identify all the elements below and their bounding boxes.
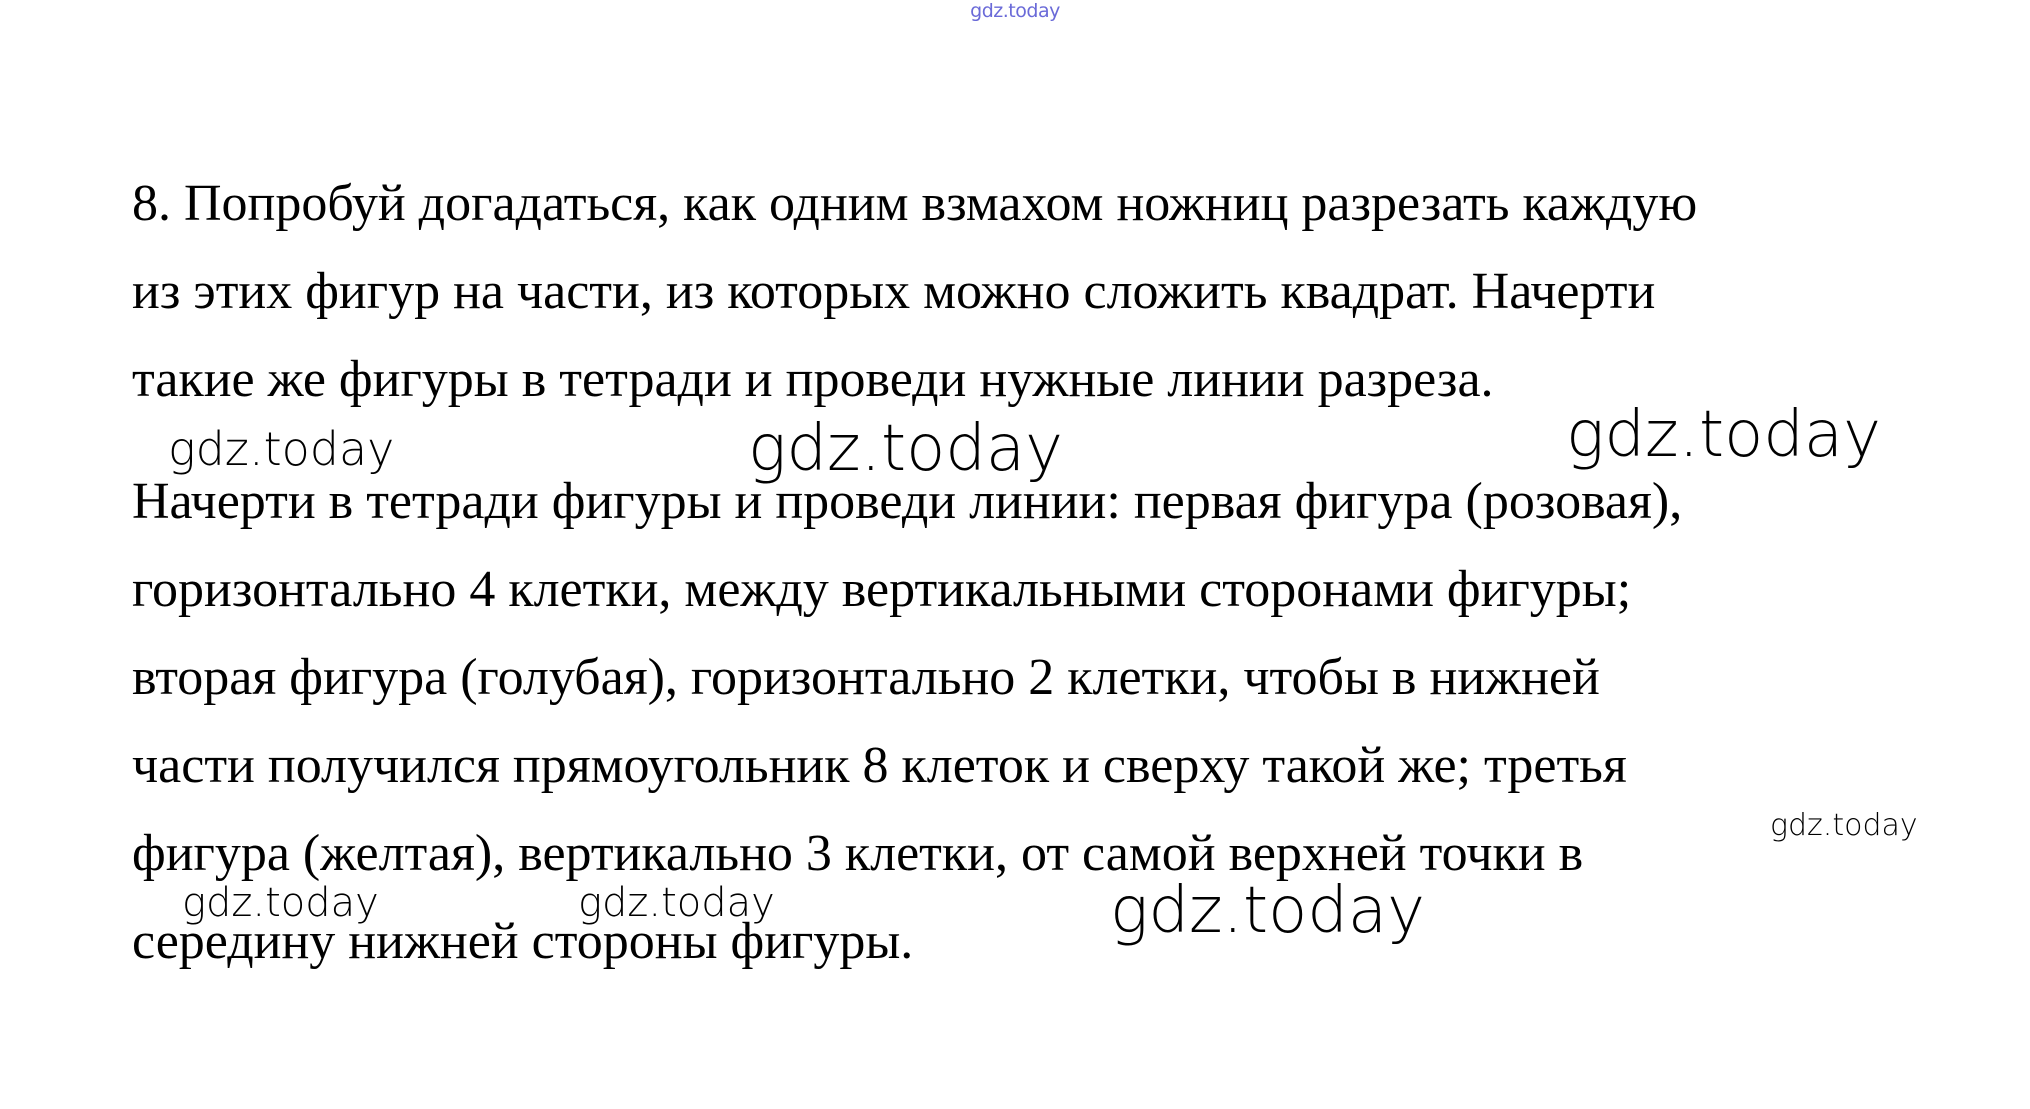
answer-line: части получился прямоугольник 8 клеток и сверху такой же; третья <box>132 737 1627 794</box>
task-text <box>132 160 1962 424</box>
watermark: gdz.today <box>748 412 1063 486</box>
answer-line: горизонтально 4 клетки, между вертикальными сторонами фигуры; <box>132 561 1632 618</box>
watermark: gdz.today <box>1110 874 1425 948</box>
watermark: gdz.today <box>168 422 395 476</box>
answer-line: вторая фигура (голубая), горизонтально 2 клетки, чтобы в нижней <box>132 649 1600 706</box>
header-site-mark: gdz.today <box>970 0 1060 22</box>
answer-line: Начерти в тетради фигуры и проведи линии: первая фигура (розовая), <box>132 473 1683 530</box>
task-line: такие же фигуры в тетради и проведи нужные линии разреза. <box>132 351 1494 408</box>
watermark: gdz.today <box>1566 398 1881 472</box>
watermark: gdz.today <box>578 880 775 926</box>
task-line: из этих фигур на части, из которых можно сложить квадрат. Начерти <box>132 263 1656 320</box>
answer-text <box>132 458 1962 986</box>
task-line: 8. Попробуй догадаться, как одним взмахом ножниц разрезать каждую <box>132 175 1698 232</box>
watermark: gdz.today <box>182 880 379 926</box>
answer-line: фигура (желтая), вертикально 3 клетки, от самой верхней точки в <box>132 825 1584 882</box>
answer-line: середину нижней стороны фигуры. <box>132 913 914 970</box>
watermark: gdz.today <box>1770 808 1918 843</box>
